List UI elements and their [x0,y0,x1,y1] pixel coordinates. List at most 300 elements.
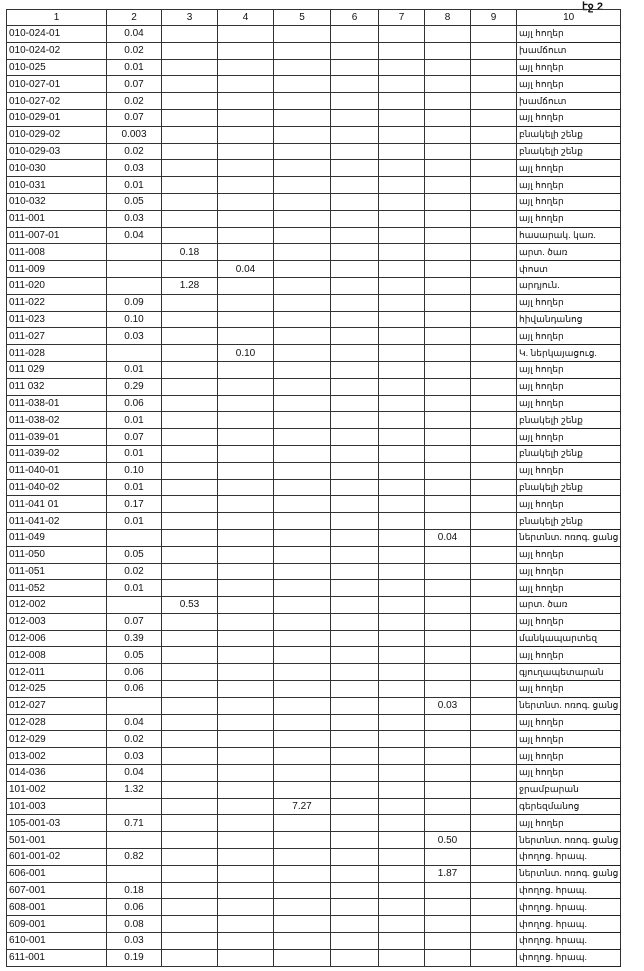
area-value [218,76,274,93]
area-value [331,580,379,597]
area-value [107,597,162,614]
area-value [331,613,379,630]
area-value: 0.01 [107,361,162,378]
area-value [162,479,218,496]
area-value: 0.02 [107,731,162,748]
area-value [331,26,379,43]
area-value [218,160,274,177]
parcel-code: 011-041-02 [7,513,107,530]
area-value [379,261,425,278]
area-value [331,681,379,698]
area-value [274,580,331,597]
area-value [331,109,379,126]
area-value [379,546,425,563]
area-value: 0.03 [107,160,162,177]
land-use: այլ հողեր [517,294,621,311]
area-value [379,748,425,765]
area-value [162,328,218,345]
area-value [471,177,517,194]
area-value [425,647,471,664]
area-value [218,462,274,479]
area-value [162,765,218,782]
area-value [425,781,471,798]
area-value [425,849,471,866]
area-value [274,261,331,278]
area-value [331,294,379,311]
area-value [162,345,218,362]
table-row [7,395,621,412]
area-value [274,731,331,748]
area-value [425,59,471,76]
area-value [274,160,331,177]
table-row [7,647,621,664]
area-value [162,193,218,210]
area-value [471,311,517,328]
area-value [379,697,425,714]
area-value [379,899,425,916]
area-value [471,798,517,815]
area-value [379,277,425,294]
area-value [379,916,425,933]
parcel-code: 011-040-02 [7,479,107,496]
table-row [7,59,621,76]
area-value [162,143,218,160]
area-value [471,664,517,681]
area-value [274,849,331,866]
area-value [425,26,471,43]
area-value [471,496,517,513]
area-value [218,210,274,227]
area-value [331,126,379,143]
area-value [471,731,517,748]
area-value [379,328,425,345]
area-value [331,815,379,832]
table-row [7,630,621,647]
land-use: ներտնտ. ոռոգ. ցանց [517,865,621,882]
area-value [162,42,218,59]
area-value [162,815,218,832]
table-row [7,345,621,362]
area-value [331,781,379,798]
area-value [218,916,274,933]
table-row [7,933,621,950]
land-use: այլ հողեր [517,59,621,76]
area-value [218,613,274,630]
area-value [218,277,274,294]
area-value [379,681,425,698]
area-value: 0.02 [107,42,162,59]
parcel-code: 610-001 [7,933,107,950]
area-value [274,462,331,479]
area-value: 0.17 [107,496,162,513]
area-value [379,429,425,446]
land-use: բնակելի շենք [517,513,621,530]
area-value [331,479,379,496]
table-row [7,697,621,714]
area-value [107,697,162,714]
area-value [218,765,274,782]
area-value [425,345,471,362]
table-row [7,244,621,261]
area-value [379,714,425,731]
land-use: այլ հողեր [517,815,621,832]
table-row [7,143,621,160]
area-value [162,781,218,798]
area-value [162,462,218,479]
land-use: այլ հողեր [517,580,621,597]
area-value [274,93,331,110]
land-use: հասարակ. կառ. [517,227,621,244]
table-row [7,294,621,311]
area-value [425,714,471,731]
area-value [162,496,218,513]
area-value [162,949,218,966]
area-value [471,93,517,110]
area-value [379,933,425,950]
parcel-code: 606-001 [7,865,107,882]
area-value [107,244,162,261]
area-value [331,664,379,681]
area-value [218,781,274,798]
parcel-code: 010-025 [7,59,107,76]
area-value [331,597,379,614]
area-value [218,865,274,882]
area-value [218,731,274,748]
area-value [218,697,274,714]
parcel-code: 010-031 [7,177,107,194]
table-row [7,899,621,916]
table-row [7,462,621,479]
area-value: 0.29 [107,378,162,395]
area-value [425,580,471,597]
area-value [274,294,331,311]
land-use: այլ հողեր [517,109,621,126]
area-value [379,647,425,664]
area-value: 0.01 [107,59,162,76]
area-value [379,513,425,530]
area-value [471,126,517,143]
area-value [274,479,331,496]
column-header: 8 [425,10,471,26]
parcel-code: 608-001 [7,899,107,916]
area-value [274,496,331,513]
table-row [7,865,621,882]
table-row [7,832,621,849]
area-value [331,429,379,446]
area-value [274,647,331,664]
table-row [7,815,621,832]
land-use: այլ հողեր [517,193,621,210]
parcel-code: 010-032 [7,193,107,210]
column-header: 3 [162,10,218,26]
area-value [425,445,471,462]
area-value [471,933,517,950]
area-value [471,630,517,647]
area-value: 0.04 [425,529,471,546]
area-value [274,445,331,462]
area-value [379,193,425,210]
table-row [7,227,621,244]
area-value [331,227,379,244]
area-value [218,664,274,681]
land-use: այլ հողեր [517,765,621,782]
area-value: 0.03 [425,697,471,714]
area-value [471,26,517,43]
area-value [331,529,379,546]
area-value [379,630,425,647]
area-value [331,93,379,110]
table-row [7,949,621,966]
area-value [162,529,218,546]
area-value [274,949,331,966]
area-value [331,865,379,882]
table-row [7,529,621,546]
area-value [425,177,471,194]
table-row [7,445,621,462]
table-row [7,193,621,210]
area-value [331,42,379,59]
area-value [218,445,274,462]
area-value [274,412,331,429]
area-value [331,949,379,966]
area-value [218,311,274,328]
table-row [7,496,621,513]
area-value [162,294,218,311]
parcel-code: 011-022 [7,294,107,311]
area-value: 0.01 [107,513,162,530]
area-value [218,328,274,345]
area-value: 0.02 [107,143,162,160]
area-value [162,93,218,110]
area-value [218,109,274,126]
table-row [7,882,621,899]
area-value [471,580,517,597]
area-value [425,882,471,899]
area-value [331,361,379,378]
area-value: 0.05 [107,647,162,664]
land-use: փողոց. հրապ. [517,916,621,933]
land-use: արտ. ծառ [517,597,621,614]
area-value [218,244,274,261]
area-value [379,849,425,866]
area-value [218,580,274,597]
area-value [471,462,517,479]
area-value [162,664,218,681]
area-value [274,76,331,93]
table-row [7,513,621,530]
area-value [218,143,274,160]
area-value [331,345,379,362]
area-value: 0.05 [107,193,162,210]
area-value [471,160,517,177]
area-value [162,26,218,43]
column-header: 10 [517,10,621,26]
area-value [425,613,471,630]
area-value [162,899,218,916]
land-use: այլ հողեր [517,546,621,563]
area-value [331,143,379,160]
area-value [471,546,517,563]
area-value [471,647,517,664]
parcel-code: 011-009 [7,261,107,278]
area-value: 0.01 [107,479,162,496]
parcel-code: 010-024-01 [7,26,107,43]
parcel-code: 607-001 [7,882,107,899]
area-value [331,563,379,580]
area-value [218,597,274,614]
area-value [425,681,471,698]
table-row [7,765,621,782]
table-row [7,613,621,630]
area-value [379,76,425,93]
area-value [218,798,274,815]
area-value [218,395,274,412]
table-row [7,26,621,43]
area-value [425,412,471,429]
area-value [107,261,162,278]
area-value [218,815,274,832]
area-value: 1.32 [107,781,162,798]
area-value [471,378,517,395]
land-use: փոստ [517,261,621,278]
parcel-code: 101-003 [7,798,107,815]
parcel-code: 010-029-02 [7,126,107,143]
area-value [425,731,471,748]
area-value [379,765,425,782]
table-row [7,109,621,126]
land-use: գերեզմանոց [517,798,621,815]
area-value [274,563,331,580]
area-value [162,227,218,244]
area-value [425,462,471,479]
area-value [471,849,517,866]
area-value [218,949,274,966]
area-value [425,143,471,160]
area-value [331,630,379,647]
parcel-code: 011-020 [7,277,107,294]
area-value [274,244,331,261]
area-value [379,597,425,614]
area-value: 0.53 [162,597,218,614]
area-value [425,815,471,832]
area-value [331,193,379,210]
land-use: ներտնտ. ոռոգ. ցանց [517,697,621,714]
area-value [471,445,517,462]
parcel-code: 012-027 [7,697,107,714]
land-use: փողոց. հրապ. [517,849,621,866]
land-use: այլ հողեր [517,26,621,43]
table-row [7,597,621,614]
table-row [7,378,621,395]
parcel-code: 601-001-02 [7,849,107,866]
land-use: այլ հողեր [517,76,621,93]
area-value [218,832,274,849]
parcel-code: 011-041 01 [7,496,107,513]
area-value [425,244,471,261]
table-row [7,126,621,143]
area-value [162,361,218,378]
parcel-code: 010-027-01 [7,76,107,93]
area-value [331,277,379,294]
area-value [274,193,331,210]
area-value: 0.03 [107,328,162,345]
parcel-code: 011-052 [7,580,107,597]
parcel-code: 014-036 [7,765,107,782]
area-value [471,261,517,278]
area-value [162,76,218,93]
parcel-code: 011-039-01 [7,429,107,446]
page-number: էջ 2 [582,1,603,13]
area-value: 0.06 [107,899,162,916]
area-value [379,580,425,597]
area-value [107,277,162,294]
land-use: փողոց. հրապ. [517,882,621,899]
area-value: 0.07 [107,613,162,630]
area-value [218,563,274,580]
area-value [162,832,218,849]
area-value [471,882,517,899]
area-value [274,42,331,59]
area-value [379,294,425,311]
area-value [471,294,517,311]
area-value [471,361,517,378]
area-value [425,798,471,815]
parcel-code: 010-027-02 [7,93,107,110]
area-value [274,832,331,849]
area-value [162,697,218,714]
area-value [471,899,517,916]
area-value: 0.10 [107,311,162,328]
area-value [425,378,471,395]
area-value [425,42,471,59]
area-value [274,345,331,362]
parcel-code: 011-040-01 [7,462,107,479]
parcel-code: 609-001 [7,916,107,933]
area-value [274,395,331,412]
area-value [379,462,425,479]
area-value [162,429,218,446]
area-value: 0.18 [162,244,218,261]
land-use: արտ. ծառ [517,244,621,261]
area-value [379,126,425,143]
area-value [218,361,274,378]
area-value [274,815,331,832]
area-value [162,513,218,530]
area-value [218,714,274,731]
area-value [471,815,517,832]
area-value [218,412,274,429]
area-value [274,765,331,782]
area-value [274,277,331,294]
area-value: 0.09 [107,294,162,311]
area-value [379,59,425,76]
land-use: այլ հողեր [517,361,621,378]
area-value [425,311,471,328]
area-value [162,882,218,899]
area-value [331,849,379,866]
area-value [331,378,379,395]
area-value [331,765,379,782]
area-value [425,664,471,681]
area-value [274,210,331,227]
area-value [471,76,517,93]
area-value [107,798,162,815]
area-value [471,832,517,849]
area-value [471,395,517,412]
area-value [274,865,331,882]
land-use: այլ հողեր [517,378,621,395]
parcel-code: 012-011 [7,664,107,681]
